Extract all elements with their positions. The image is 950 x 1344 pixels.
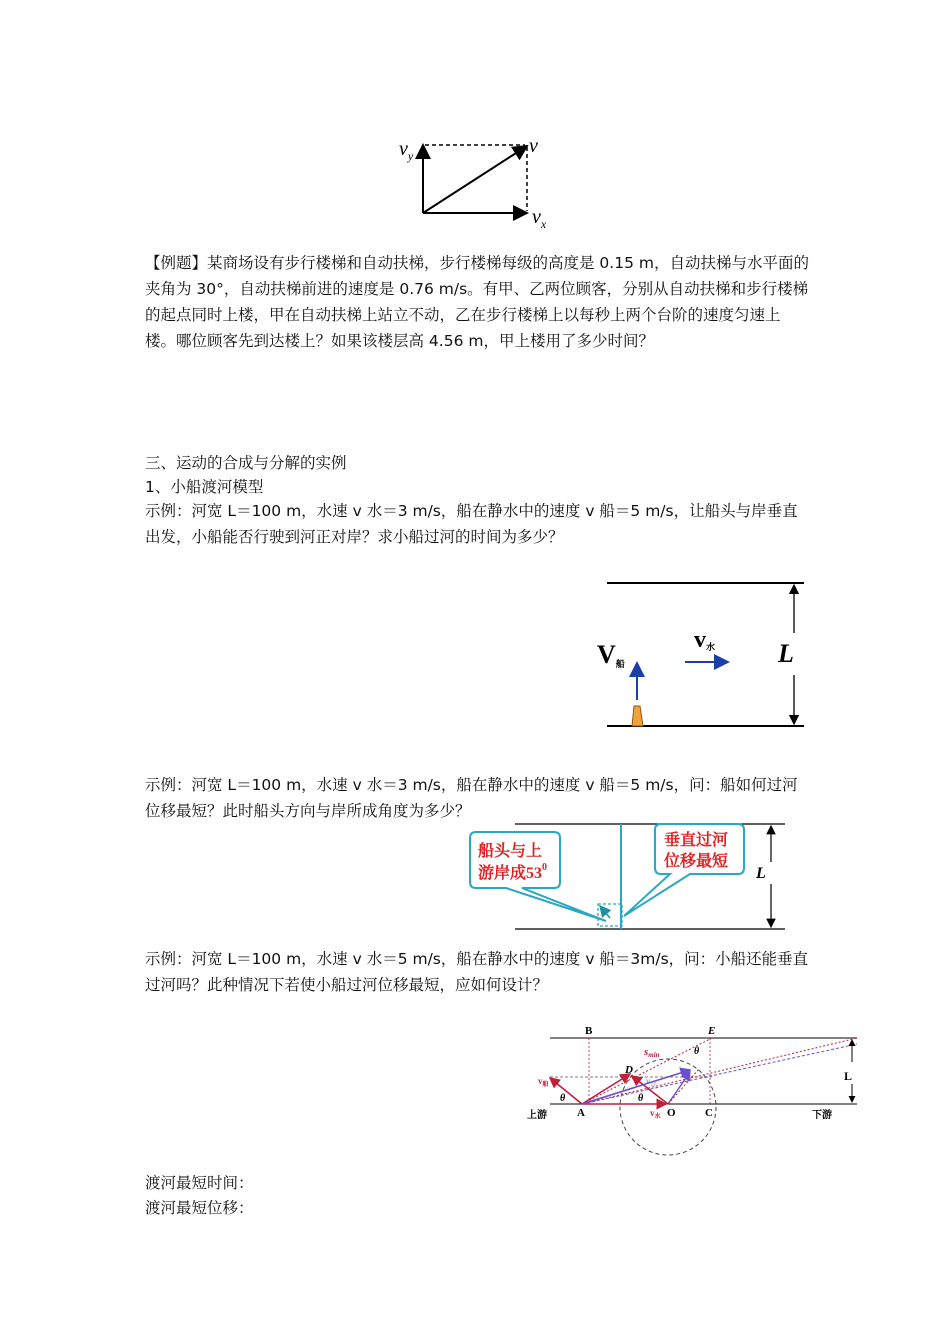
- example-3-text: 示例：河宽 L＝100 m，水速 v 水＝5 m/s，船在静水中的速度 v 船＝3m/s，问：小船还能垂直过河吗？此种情况下若使小船过河位移最短，应如何设计？: [145, 950, 809, 994]
- callout-right-line1: 垂直过河: [664, 832, 729, 849]
- label-downstream: 下游: [812, 1110, 832, 1121]
- label-D: D: [625, 1064, 633, 1076]
- label-B: B: [585, 1025, 593, 1037]
- label-E: E: [708, 1025, 716, 1037]
- river-crossing-figure-2: [460, 818, 790, 936]
- velocity-decomposition-figure: [395, 135, 565, 235]
- label-vx: $v_x$: [532, 206, 547, 231]
- label-theta-top: θ: [694, 1046, 700, 1057]
- resultant-v-arrow: [423, 146, 527, 213]
- circle-radius: [668, 1068, 700, 1104]
- label-vy: $v_y$: [399, 138, 414, 163]
- label-theta-right: θ: [638, 1093, 644, 1104]
- river-crossing-figure-3: [522, 1022, 862, 1162]
- label-L: L: [844, 1069, 853, 1083]
- river-crossing-figure-1: [590, 575, 810, 735]
- shortest-time-label: 渡河最短时间：: [145, 1174, 254, 1192]
- example-2-text: 示例：河宽 L＝100 m，水速 v 水＝3 m/s，船在静水中的速度 v 船＝5 m/s，问：船如何过河位移最短？此时船头方向与岸所成角度为多少？: [145, 776, 798, 820]
- label-v: v: [529, 135, 538, 157]
- label-v-combined: $v_合$: [646, 1076, 657, 1088]
- shortest-displacement-label: 渡河最短位移：: [145, 1199, 254, 1217]
- label-C: C: [705, 1107, 713, 1119]
- label-O: O: [667, 1107, 676, 1119]
- boat: [632, 706, 643, 726]
- v-boat-arrow: [550, 1078, 582, 1104]
- label-v-boat: $v_船$: [538, 1076, 549, 1088]
- resultant-line-2: [582, 1044, 857, 1104]
- callout-left-line1: 船头与上: [478, 843, 543, 860]
- label-v-water: v水: [694, 627, 716, 653]
- label-v-water: $v_水$: [650, 1108, 661, 1120]
- label-L: L: [778, 639, 794, 668]
- label-L: L: [756, 865, 766, 882]
- example-1-text: 示例：河宽 L＝100 m，水速 v 水＝3 m/s，船在静水中的速度 v 船＝5 m/s，让船头与岸垂直出发，小船能否行驶到河正对岸？求小船过河的时间为多少？: [145, 502, 798, 546]
- example-problem-text: 【例题】某商场设有步行楼梯和自动扶梯，步行楼梯每级的高度是 0.15 m，自动扶梯与水平面的夹角为 30°，自动扶梯前进的速度是 0.76 m/s。有甲、乙两位顾客，分别从自动扶梯和步行楼梯的起点同时上楼，甲在自动扶梯上站立不动，乙在步行楼梯上以每秒上两个台阶的速度匀速上楼。哪位顾客先到达楼上？如果该楼层高 4.56 m，甲上楼用了多少时间？: [145, 254, 809, 350]
- subsection-heading: 1、小船渡河模型: [145, 478, 264, 496]
- heading-arrow: [600, 906, 610, 918]
- label-smin: smin: [644, 1046, 660, 1059]
- v-combined-arrow: [582, 1070, 690, 1104]
- callout-left-line2: 游岸成$53^0$: [478, 862, 548, 882]
- resultant-line-1: [582, 1038, 857, 1104]
- label-theta-left: θ: [560, 1093, 566, 1104]
- section-heading: 三、运动的合成与分解的实例: [145, 454, 347, 472]
- callout-right-line2: 位移最短: [664, 853, 729, 870]
- label-upstream: 上游: [527, 1110, 547, 1121]
- label-v-boat: V船: [597, 640, 625, 670]
- label-A: A: [577, 1107, 585, 1119]
